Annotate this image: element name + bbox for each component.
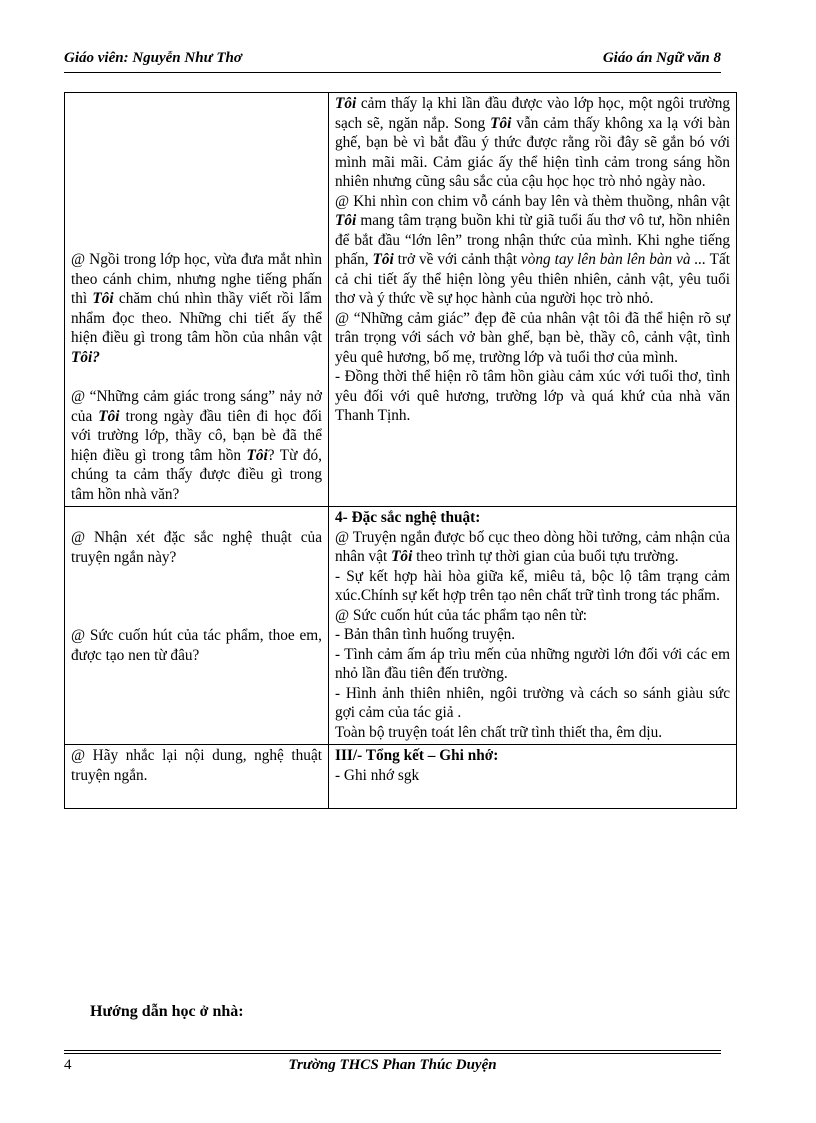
answer-text: @ Truyện ngắn được bố cục theo dòng hồi tưởng, cảm nhận của nhân vật Tôi theo trình tự thời gian của buổi tựu trường.	[335, 528, 730, 565]
table-row	[65, 93, 737, 507]
footer-school: Trường THCS Phan Thúc Duyện	[288, 1057, 497, 1073]
answer-text: - Đồng thời thể hiện rõ tâm hồn giàu cảm xúc với tuổi thơ, tình yêu đối với quê hương, trường lớp và quá khứ của nhà văn Thanh Tịnh.	[335, 368, 730, 424]
answer-cell	[329, 745, 737, 809]
table-row	[65, 745, 737, 809]
answer-text: - Hình ảnh thiên nhiên, ngôi trường và cách so sánh giàu sức gợi cảm của tác giả .	[335, 684, 730, 721]
answer-text: @ Khi nhìn con chim vỗ cánh bay lên và thèm thuồng, nhân vật Tôi mang tâm trạng buồn khi từ giã tuổi ấu thơ vô tư, hồn nhiên để bắt đầu “lớn lên” trong nhận thức của mình. Khi nghe tiếng phấn, Tôi trở về với cảnh thật vòng tay lên bàn lên bàn và ... Tất cả chi tiết ấy thể hiện lòng yêu thiên nhiên, cảnh vật, yêu tuổi thơ và ý thức về sự học hành của người học trò nhỏ.	[335, 192, 730, 307]
question-text: @ Hãy nhắc lại nội dung, nghệ thuật truyện ngắn.	[71, 747, 322, 784]
answer-text: - Bản thân tình huống truyện.	[335, 626, 516, 643]
footer-rule	[64, 1050, 721, 1051]
page-number: 4	[64, 1057, 72, 1073]
answer-text: - Ghi nhớ sgk	[335, 766, 420, 784]
answer-text: Toàn bộ truyện toát lên chất trữ tình thiết tha, êm dịu.	[335, 723, 663, 741]
question-text: @ Nhận xét đặc sắc nghệ thuật của truyện ngắn này?	[71, 529, 322, 566]
question-cell	[65, 93, 329, 507]
answer-cell	[329, 507, 737, 745]
answer-cell	[329, 93, 737, 507]
answer-text: @ “Những cảm giác” đẹp đẽ của nhân vật tôi đã thể hiện rõ sự trân trọng với sách vở bàn ghế, bạn bè, thầy cô, cảnh vật, tình yêu quê hương, bố mẹ, trường lớp và tuổi thơ của mình.	[335, 309, 730, 366]
header-subject: Giáo án Ngữ văn 8	[602, 50, 721, 66]
answer-text: - Tình cảm ấm áp trìu mến của những người lớn đối với các em nhỏ lần đầu tiên đến trường.	[335, 645, 730, 682]
footer-rule-2	[64, 1053, 721, 1054]
section-heading: 4- Đặc sắc nghệ thuật:	[335, 509, 481, 526]
lesson-table	[64, 92, 737, 809]
question-text: @ Ngồi trong lớp học, vừa đưa mắt nhìn theo cánh chim, nhưng nghe tiếng phấn thì Tôi chăm chú nhìn thầy viết rồi lẩm nhẩm đọc theo. Những chi tiết ấy thể hiện điều gì trong tâm hồn của nhân vật Tôi?	[71, 251, 322, 366]
header-rule	[64, 72, 721, 73]
homework-heading: Hướng dẫn học ở nhà:	[90, 1003, 244, 1020]
page-header	[64, 50, 721, 72]
header-teacher: Giáo viên: Nguyễn Như Thơ	[64, 50, 242, 66]
question-text: @ “Những cảm giác trong sáng” nảy nở của Tôi trong ngày đầu tiên đi học đối với trường lớp, thầy cô, bạn bè đã thể hiện điều gì trong tâm hồn Tôi? Từ đó, chúng ta cảm thấy được điều gì trong tâm hồn nhà văn?	[71, 388, 323, 503]
answer-text: - Sự kết hợp hài hòa giữa kể, miêu tả, bộc lộ tâm trạng cảm xúc.Chính sự kết hợp trên tạo nên chất trữ tình trong tác phẩm.	[335, 567, 730, 604]
section-heading: III/- Tổng kết – Ghi nhớ:	[335, 747, 499, 764]
question-cell	[65, 745, 329, 809]
answer-text: @ Sức cuốn hút của tác phẩm tạo nên từ:	[335, 606, 587, 624]
question-text: @ Sức cuốn hút của tác phẩm, thoe em, được tạo nen từ đâu?	[71, 627, 322, 664]
answer-text: Tôi cảm thấy lạ khi lần đầu được vào lớp học, một ngôi trường sạch sẽ, ngăn nắp. Song Tôi vẫn cảm thấy không xa lạ với bàn ghế, bạn bè vì bắt đầu ý thức được rằng rồi đây sẽ gắn bó với mình mãi mãi. Cảm giác ấy thể hiện tình cảm trong sáng hồn nhiên nhưng cũng sâu sắc của cậu học học trò nhỏ ngày nào.	[335, 95, 731, 190]
question-cell	[65, 507, 329, 745]
table-row	[65, 507, 737, 745]
